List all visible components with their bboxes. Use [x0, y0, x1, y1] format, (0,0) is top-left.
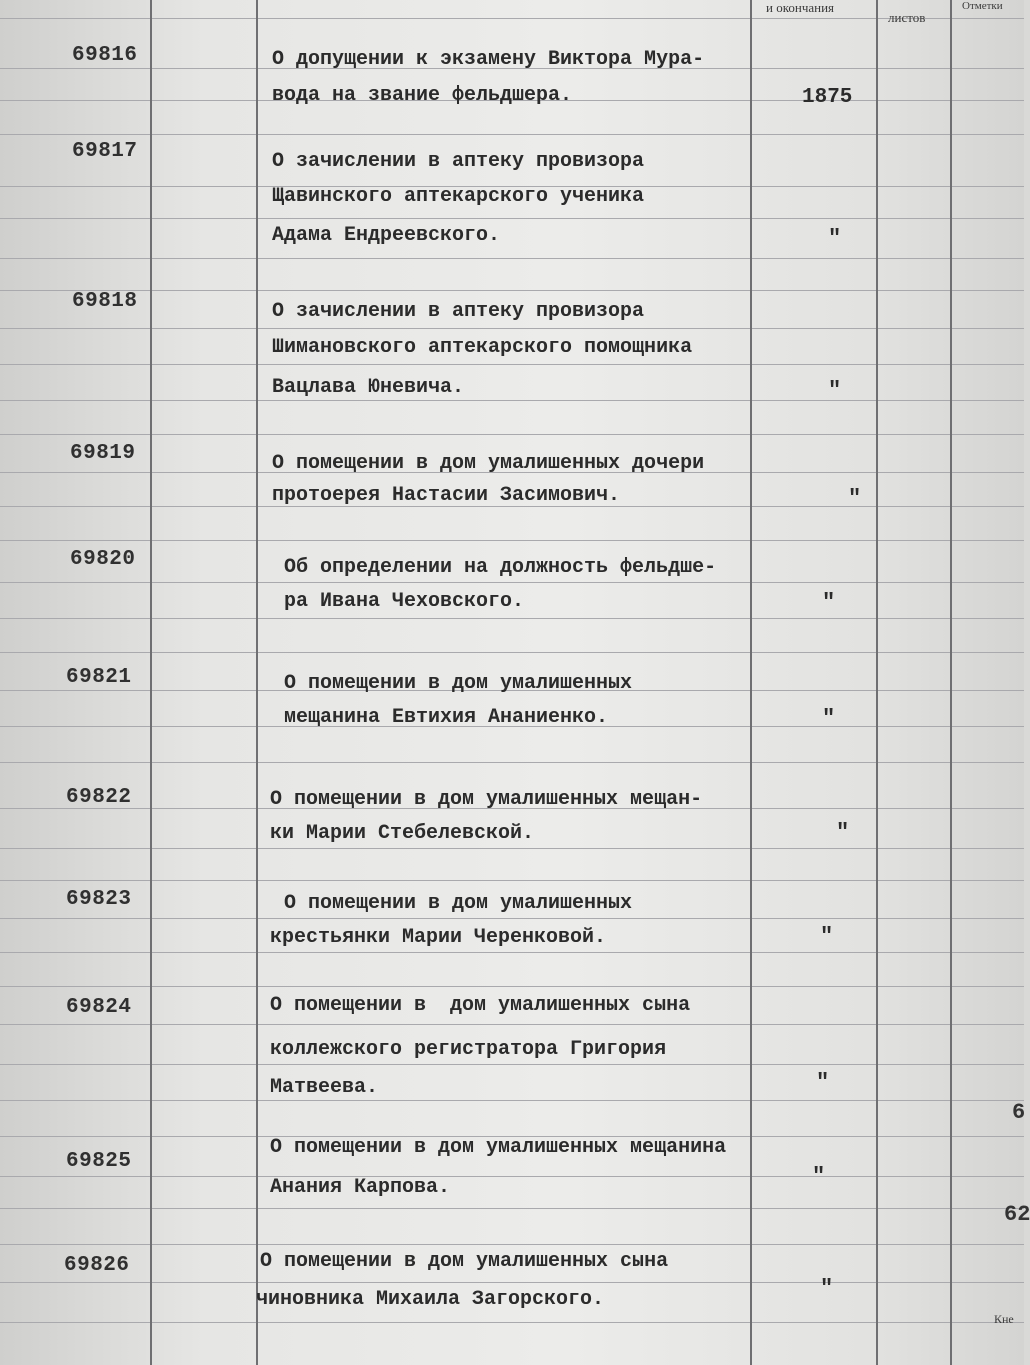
ruled-line — [0, 18, 1024, 19]
ditto-mark: " — [828, 378, 842, 403]
entry-line: Об определении на должность фельдше- — [284, 556, 717, 579]
ruled-line — [0, 1322, 1024, 1323]
ruled-line — [0, 1244, 1024, 1245]
ditto-mark: " — [836, 820, 850, 845]
ditto-mark: " — [822, 706, 836, 731]
ditto-mark: " — [820, 1276, 834, 1301]
ruled-line — [0, 582, 1024, 583]
entry-number: 69823 — [66, 888, 132, 911]
entry-line: О помещении в дом умалишенных сына — [270, 994, 691, 1017]
ruled-line — [0, 618, 1024, 619]
ruled-line — [0, 258, 1024, 259]
entry-line: О зачислении в аптеку провизора — [272, 300, 645, 323]
margin-number: 62 — [1004, 1202, 1030, 1227]
ruled-line — [0, 986, 1024, 987]
entry-line: О помещении в дом умалишенных — [284, 672, 633, 695]
entry-line: О помещении в дом умалишенных мещан- — [270, 788, 703, 811]
entry-line: вода на звание фельдшера. — [272, 84, 573, 107]
header-notes: Отметки — [962, 0, 1003, 12]
ruled-line — [0, 400, 1024, 401]
ruled-line — [0, 540, 1024, 541]
ruled-line — [0, 218, 1024, 219]
entry-number: 69816 — [72, 44, 138, 67]
ruled-line — [0, 1176, 1024, 1177]
ruled-line — [0, 134, 1024, 135]
ruled-line — [0, 364, 1024, 365]
entry-number: 69826 — [64, 1254, 130, 1277]
ruled-line — [0, 652, 1024, 653]
corner-label: Кне — [994, 1312, 1014, 1326]
entry-line: ки Марии Стебелевской. — [270, 822, 535, 845]
entry-line: Вацлава Юневича. — [272, 376, 465, 399]
column-divider — [876, 0, 878, 1365]
entry-number: 69817 — [72, 140, 138, 163]
ruled-line — [0, 1064, 1024, 1065]
ditto-mark: " — [812, 1164, 826, 1189]
ruled-line — [0, 1100, 1024, 1101]
entry-line: Шимановского аптекарского помощника — [272, 336, 693, 359]
entry-line: Щавинского аптекарского ученика — [272, 185, 645, 208]
header-sheets: листов — [888, 10, 926, 25]
ruled-line — [0, 848, 1024, 849]
ruled-line — [0, 290, 1024, 291]
entry-line: ра Ивана Чеховского. — [284, 590, 525, 613]
ruled-line — [0, 328, 1024, 329]
entry-line: О помещении в дом умалишенных дочери — [272, 452, 705, 475]
entry-number: 69821 — [66, 666, 132, 689]
entry-number: 69822 — [66, 786, 132, 809]
entry-line: крестьянки Марии Черенковой. — [270, 926, 607, 949]
entry-number: 69819 — [70, 442, 136, 465]
entry-number: 69824 — [66, 996, 132, 1019]
header-dates: и окончания — [766, 0, 835, 15]
entry-line: О помещении в дом умалишенных мещанина — [270, 1136, 727, 1159]
ditto-mark: " — [822, 590, 836, 615]
entry-line: Адама Ендреевского. — [272, 224, 501, 247]
entry-line: чиновника Михаила Загорского. — [256, 1288, 605, 1311]
entry-line: Анания Карпова. — [270, 1176, 451, 1199]
ruled-line — [0, 1282, 1024, 1283]
entry-number: 69820 — [70, 548, 136, 571]
column-divider — [950, 0, 952, 1365]
entry-line: мещанина Евтихия Ананиенко. — [284, 706, 609, 729]
entry-line: О помещении в дом умалишенных сына — [260, 1250, 669, 1273]
entry-line: протоерея Настасии Засимович. — [272, 484, 621, 507]
column-divider — [256, 0, 258, 1365]
entry-line: О допущении к экзамену Виктора Мура- — [272, 48, 705, 71]
entry-line: коллежского регистратора Григория — [270, 1038, 667, 1061]
entry-line: Матвеева. — [270, 1076, 379, 1099]
ruled-line — [0, 880, 1024, 881]
ditto-mark: " — [820, 924, 834, 949]
ruled-line — [0, 762, 1024, 763]
ditto-mark: " — [848, 486, 862, 511]
entry-number: 69825 — [66, 1150, 132, 1173]
ruled-line — [0, 918, 1024, 919]
column-divider — [150, 0, 152, 1365]
ruled-line — [0, 1024, 1024, 1025]
column-divider — [750, 0, 752, 1365]
ruled-line — [0, 1208, 1024, 1209]
ditto-mark: " — [828, 226, 842, 251]
entry-year: 1875 — [802, 86, 853, 109]
margin-number: 6 — [1012, 1100, 1026, 1125]
ditto-mark: " — [816, 1070, 830, 1095]
ruled-line — [0, 434, 1024, 435]
entry-line: О помещении в дом умалишенных — [284, 892, 633, 915]
entry-line: О зачислении в аптеку провизора — [272, 150, 645, 173]
entry-number: 69818 — [72, 290, 138, 313]
ruled-line — [0, 952, 1024, 953]
